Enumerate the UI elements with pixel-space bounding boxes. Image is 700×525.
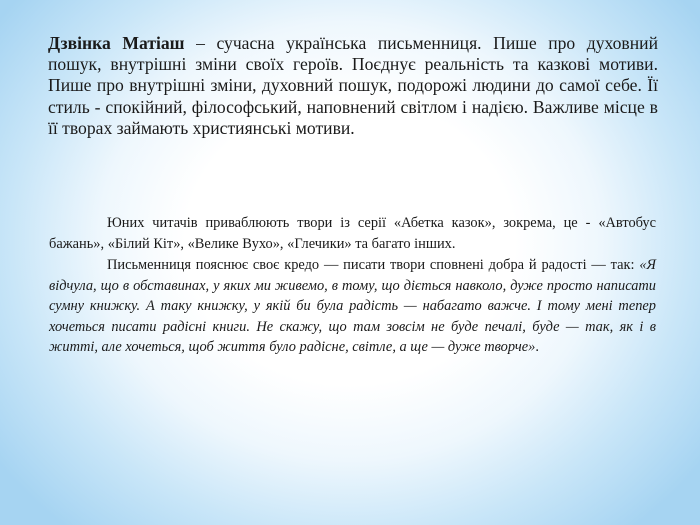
credo-quote: «Я відчула, що в обставинах, у яких ми живемо, в тому, що діється навколо, дуже просто написати сумну книжку. А таку книжку, у якій би була радість — набагато важче. І тому мені тепер хочеться писати радісні книги. Не скажу, що там зовсім не буде печалі, буде — так, як і в житті, але хочеться, щоб життя було радісне, світле, а ще — дуже творче»: [49, 257, 656, 355]
author-name: Дзвінка Матіаш: [48, 33, 185, 53]
intro-text: – сучасна українська письменниця. Пише про духовний пошук, внутрішні зміни своїх героїв. Поєднує реальність та казкові мотиви. Пише про внутрішні зміни, духовний пошук, подорожі людини до самої себе. Її стиль - спокійний, філософський, наповнений світлом і надією. Важливе місце в її творах займають християнські мотиви.: [48, 33, 658, 138]
credo-tail: .: [535, 339, 539, 355]
intro-paragraph: [48, 33, 658, 139]
credo-paragraph: [49, 255, 656, 358]
credo-lead: Письменниця пояснює своє кредо — писати твори сповнені добра й радості — так:: [107, 257, 640, 273]
series-paragraph: Юних читачів приваблюють твори із серії «Абетка казок», зокрема, це - «Автобус бажань», «Білий Кіт», «Велике Вухо», «Глечики» та багато інших.: [49, 215, 656, 252]
